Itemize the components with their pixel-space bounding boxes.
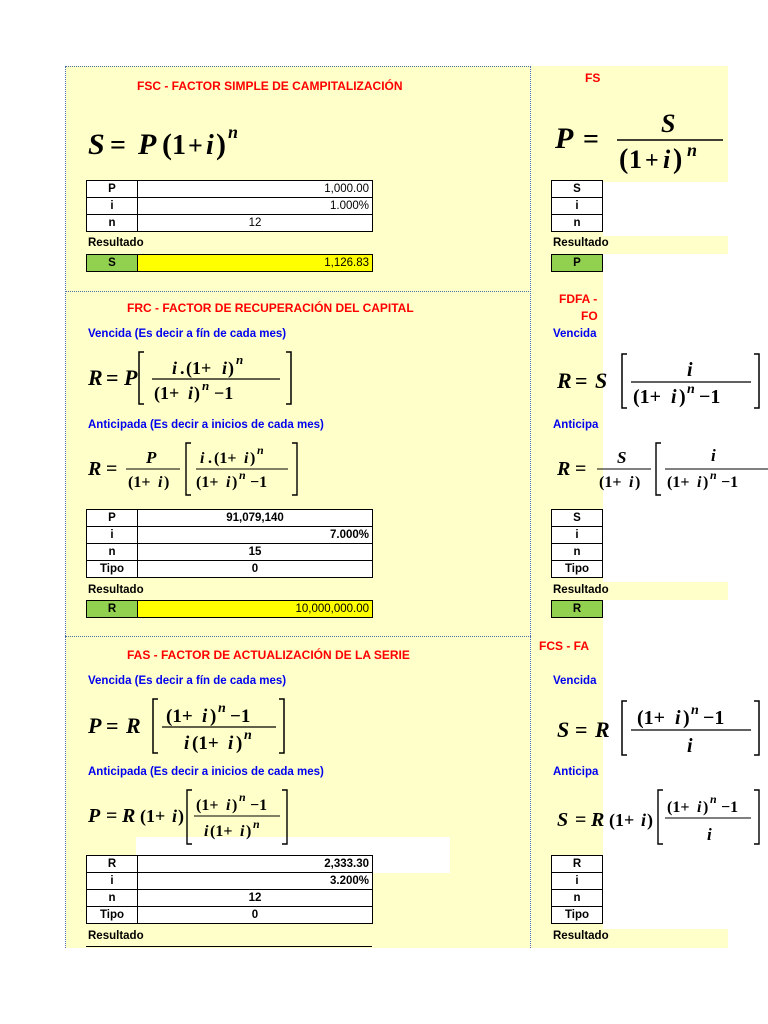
table-row: n 15 bbox=[87, 544, 373, 561]
svg-text:R: R bbox=[557, 368, 572, 393]
fas-result-label: Resultado bbox=[88, 930, 144, 942]
right-panel-strip-2 bbox=[603, 582, 728, 600]
svg-text:): ) bbox=[216, 128, 226, 161]
frc-table bbox=[86, 509, 373, 578]
svg-text:P: P bbox=[88, 805, 101, 827]
table-row: P 91,079,140 bbox=[87, 510, 373, 527]
svg-text:i: i bbox=[675, 707, 681, 729]
svg-text:(1+: (1+ bbox=[633, 386, 662, 408]
svg-text:i: i bbox=[671, 386, 677, 408]
svg-text:S: S bbox=[557, 809, 569, 831]
svg-text:(: ( bbox=[162, 128, 172, 161]
table-row: n bbox=[552, 544, 603, 561]
svg-text:−1: −1 bbox=[699, 386, 721, 408]
fsc-table bbox=[86, 180, 373, 232]
svg-text:i: i bbox=[711, 446, 716, 465]
table-row: i 3.200% bbox=[87, 873, 373, 890]
right-panel-strip-1 bbox=[603, 236, 728, 254]
svg-text:+: + bbox=[188, 131, 203, 160]
svg-text:(1+: (1+ bbox=[128, 474, 151, 491]
svg-text:i: i bbox=[172, 806, 178, 826]
svg-text:P: P bbox=[88, 713, 102, 738]
fdfa-formula-vencida bbox=[555, 350, 768, 417]
svg-text:=: = bbox=[575, 809, 587, 831]
svg-text:R: R bbox=[88, 458, 102, 480]
fas-result-border bbox=[86, 946, 372, 947]
svg-text:): ) bbox=[228, 358, 234, 378]
svg-text:(1+: (1+ bbox=[140, 806, 166, 826]
fsc-formula bbox=[86, 118, 286, 173]
svg-text:i: i bbox=[244, 450, 249, 467]
svg-text:i: i bbox=[228, 733, 234, 754]
svg-text:(1+: (1+ bbox=[192, 733, 219, 754]
table-row: Tipo 0 bbox=[87, 561, 373, 578]
table-row: R bbox=[552, 856, 603, 873]
svg-text:S: S bbox=[557, 717, 570, 742]
fas-title: FAS - FACTOR DE ACTUALIZACIÓN DE LA SERIE bbox=[127, 648, 410, 662]
svg-text:n: n bbox=[202, 378, 210, 393]
fdfa-vencida: Vencida bbox=[553, 328, 597, 340]
fsc-result-label: Resultado bbox=[88, 237, 144, 249]
table-row: i bbox=[552, 873, 603, 890]
svg-text:i: i bbox=[663, 145, 671, 174]
svg-text:(1+: (1+ bbox=[667, 799, 690, 816]
fdfa-formula-anticipada bbox=[555, 439, 768, 504]
frc-result-label: Resultado bbox=[88, 584, 144, 596]
svg-text:−1: −1 bbox=[214, 383, 234, 403]
svg-text:(1+: (1+ bbox=[214, 450, 237, 467]
table-row: Tipo bbox=[552, 561, 603, 578]
table-row: P 1,000.00 bbox=[87, 181, 373, 198]
svg-text:i: i bbox=[200, 450, 205, 467]
table-row: S bbox=[552, 510, 603, 527]
svg-text:): ) bbox=[210, 706, 217, 727]
svg-text:): ) bbox=[635, 474, 641, 491]
svg-text:n: n bbox=[218, 701, 226, 716]
svg-text:(1+: (1+ bbox=[166, 706, 193, 727]
svg-text:i: i bbox=[641, 810, 647, 830]
svg-text:R: R bbox=[595, 717, 610, 742]
svg-text:(1+: (1+ bbox=[154, 383, 180, 403]
svg-text:(1+: (1+ bbox=[186, 358, 212, 378]
frc-formula-anticipada bbox=[86, 439, 306, 504]
svg-text:=: = bbox=[106, 713, 119, 738]
svg-text:P: P bbox=[555, 122, 574, 155]
svg-text:i: i bbox=[206, 130, 214, 161]
svg-text:i: i bbox=[226, 474, 231, 491]
svg-text:i: i bbox=[240, 823, 245, 840]
svg-text:=: = bbox=[583, 124, 599, 155]
grid-line bbox=[65, 636, 531, 637]
fcs-formula-anticipada bbox=[555, 786, 768, 853]
svg-text:i: i bbox=[158, 474, 163, 491]
frc-formula-vencida bbox=[86, 348, 306, 413]
table-row: n bbox=[552, 215, 603, 232]
svg-text:1: 1 bbox=[172, 130, 186, 161]
fsc-result: S 1,126.83 bbox=[86, 254, 373, 272]
svg-text:(1+: (1+ bbox=[609, 810, 635, 830]
svg-text:P: P bbox=[124, 365, 138, 390]
svg-text:n: n bbox=[691, 703, 699, 718]
svg-text:=: = bbox=[575, 458, 587, 480]
fas-formula-vencida bbox=[86, 695, 306, 762]
table-row: S bbox=[552, 181, 603, 198]
table-row: i bbox=[552, 198, 603, 215]
frc-vencida: Vencida (Es decir a fín de cada mes) bbox=[88, 328, 287, 340]
fdfa-anticipada: Anticipa bbox=[553, 419, 599, 431]
svg-text:i: i bbox=[222, 358, 228, 378]
table-row: i 7.000% bbox=[87, 527, 373, 544]
svg-text:i: i bbox=[188, 383, 194, 403]
svg-text:=: = bbox=[110, 130, 126, 161]
table-row: n 12 bbox=[87, 215, 373, 232]
fcs-title: FCS - FA bbox=[539, 639, 589, 653]
svg-text:(1+: (1+ bbox=[637, 707, 666, 729]
fas-formula-anticipada bbox=[86, 786, 306, 853]
svg-text:(1+: (1+ bbox=[196, 797, 219, 814]
fdfa-result-label: Resultado bbox=[553, 584, 609, 596]
svg-text:R: R bbox=[126, 713, 141, 738]
svg-text:=: = bbox=[575, 717, 588, 742]
grid-line bbox=[65, 291, 531, 292]
frc-anticipada: Anticipada (Es decir a inicios de cada mes) bbox=[88, 419, 324, 431]
svg-text:): ) bbox=[164, 474, 170, 491]
svg-text:): ) bbox=[236, 733, 243, 754]
fsa-result-label: Resultado bbox=[553, 237, 609, 249]
fdfa-result: R bbox=[551, 600, 603, 618]
svg-text:S: S bbox=[661, 109, 676, 138]
svg-text:S: S bbox=[88, 128, 105, 161]
table-row: i bbox=[552, 527, 603, 544]
fcs-formula-vencida bbox=[555, 697, 768, 764]
table-row: n 12 bbox=[87, 890, 373, 907]
svg-text:): ) bbox=[194, 383, 200, 403]
svg-text:): ) bbox=[679, 386, 686, 408]
svg-text:S: S bbox=[595, 368, 608, 393]
fdfa-title-line1: FDFA - bbox=[559, 292, 598, 306]
right-panel-strip-3 bbox=[603, 929, 728, 948]
frc-result: R 10,000,000.00 bbox=[86, 600, 373, 618]
svg-text:): ) bbox=[232, 797, 238, 814]
fcs-result-label: Resultado bbox=[553, 930, 609, 942]
grid-line bbox=[65, 66, 66, 948]
svg-text:=: = bbox=[575, 368, 588, 393]
svg-text:i: i bbox=[687, 359, 693, 381]
fcs-table bbox=[551, 855, 603, 924]
svg-text:−1: −1 bbox=[250, 797, 268, 814]
svg-text:−1: −1 bbox=[703, 707, 725, 729]
fsa-formula bbox=[553, 108, 728, 185]
svg-text:): ) bbox=[703, 799, 709, 816]
svg-text:n: n bbox=[244, 728, 252, 743]
table-row: Tipo bbox=[552, 907, 603, 924]
svg-text:−1: −1 bbox=[250, 474, 268, 491]
svg-text:n: n bbox=[710, 468, 717, 482]
svg-text:i: i bbox=[184, 733, 190, 754]
svg-text:n: n bbox=[236, 352, 244, 367]
svg-text:i: i bbox=[697, 799, 702, 816]
svg-text:n: n bbox=[239, 468, 246, 482]
grid-line bbox=[65, 66, 531, 67]
svg-text:n: n bbox=[239, 790, 246, 804]
svg-text:n: n bbox=[687, 382, 695, 397]
svg-text:=: = bbox=[106, 458, 118, 480]
table-row: R 2,333.30 bbox=[87, 856, 373, 873]
svg-text:): ) bbox=[246, 823, 252, 840]
fas-vencida: Vencida (Es decir a fín de cada mes) bbox=[88, 675, 287, 687]
table-row: n bbox=[552, 890, 603, 907]
fcs-anticipada: Anticipa bbox=[553, 766, 599, 778]
svg-text:−1: −1 bbox=[721, 799, 739, 816]
svg-text:1: 1 bbox=[629, 145, 642, 174]
svg-text:(1+: (1+ bbox=[196, 474, 219, 491]
svg-text:i: i bbox=[629, 474, 634, 491]
svg-text:i: i bbox=[707, 825, 712, 844]
frc-title: FRC - FACTOR DE RECUPERACIÓN DEL CAPITAL bbox=[127, 301, 414, 315]
svg-text:n: n bbox=[687, 140, 698, 160]
fas-table bbox=[86, 855, 373, 924]
svg-text:=: = bbox=[106, 805, 118, 827]
svg-text:i: i bbox=[204, 823, 209, 840]
svg-text:R: R bbox=[88, 365, 103, 390]
svg-text:(1+: (1+ bbox=[599, 474, 622, 491]
svg-text:): ) bbox=[683, 707, 690, 729]
svg-text:(1+: (1+ bbox=[667, 474, 690, 491]
fas-anticipada: Anticipada (Es decir a inicios de cada mes) bbox=[88, 766, 324, 778]
svg-text:n: n bbox=[710, 792, 717, 806]
svg-text:n: n bbox=[228, 122, 239, 142]
grid-line bbox=[530, 66, 531, 948]
svg-text:(: ( bbox=[619, 144, 629, 175]
svg-text:.: . bbox=[208, 450, 212, 467]
svg-text:P: P bbox=[138, 128, 157, 161]
svg-text:): ) bbox=[250, 450, 256, 467]
fsa-title: FS bbox=[585, 71, 601, 85]
fsc-title: FSC - FACTOR SIMPLE DE CAMPITALIZACIÓN bbox=[137, 79, 403, 93]
svg-text:): ) bbox=[232, 474, 238, 491]
svg-text:i: i bbox=[687, 735, 693, 757]
svg-text:+: + bbox=[645, 148, 659, 174]
svg-text:S: S bbox=[617, 448, 627, 467]
svg-text:): ) bbox=[647, 810, 653, 830]
fdfa-table bbox=[551, 509, 603, 578]
svg-text:): ) bbox=[673, 144, 683, 175]
svg-text:−1: −1 bbox=[721, 474, 739, 491]
svg-text:P: P bbox=[146, 448, 157, 467]
svg-text:): ) bbox=[703, 474, 709, 491]
fdfa-title-line2: FO bbox=[581, 309, 598, 323]
table-row: Tipo 0 bbox=[87, 907, 373, 924]
fsa-table bbox=[551, 180, 603, 232]
svg-text:.: . bbox=[180, 358, 185, 378]
fcs-vencida: Vencida bbox=[553, 675, 597, 687]
svg-text:R: R bbox=[122, 805, 136, 827]
svg-text:R: R bbox=[591, 809, 605, 831]
svg-text:(1+: (1+ bbox=[210, 823, 233, 840]
svg-text:): ) bbox=[178, 806, 184, 826]
table-row: i 1.000% bbox=[87, 198, 373, 215]
svg-text:=: = bbox=[106, 365, 119, 390]
svg-text:n: n bbox=[257, 443, 264, 457]
svg-text:i: i bbox=[202, 706, 208, 727]
svg-text:R: R bbox=[557, 458, 571, 480]
svg-text:i: i bbox=[226, 797, 231, 814]
svg-text:−1: −1 bbox=[230, 706, 251, 727]
svg-text:i: i bbox=[697, 474, 702, 491]
svg-text:i: i bbox=[172, 358, 178, 378]
fsa-result: P bbox=[551, 254, 603, 272]
svg-text:n: n bbox=[253, 817, 260, 831]
